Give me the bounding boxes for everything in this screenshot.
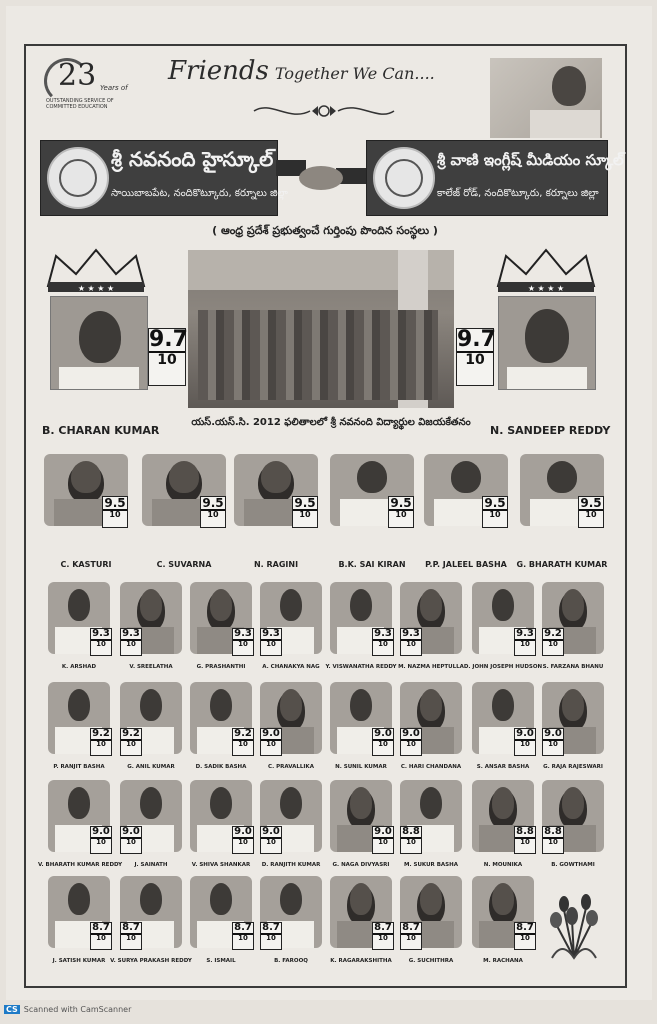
student-name: P. RANJIT BASHA xyxy=(53,764,105,770)
student-name: J. SATISH KUMAR xyxy=(52,958,106,964)
student-out-of: 10 xyxy=(406,740,416,748)
student-name: V. SREELATHA xyxy=(129,664,173,670)
student-gpa: 9.5 xyxy=(390,496,412,510)
student-score-badge xyxy=(232,628,254,656)
school1-name: శ్రీ నవనంది హైస్కూల్ xyxy=(111,147,274,171)
student-name: N. RAGINI xyxy=(253,560,299,569)
student-gpa: 9.0 xyxy=(374,826,392,837)
student-score-badge xyxy=(372,728,394,756)
student-out-of: 10 xyxy=(109,510,121,519)
student-score-badge xyxy=(514,628,536,656)
student-score-badge xyxy=(400,922,422,950)
student-out-of: 10 xyxy=(126,934,136,942)
student-score-badge xyxy=(372,628,394,656)
school1-seal-icon xyxy=(47,147,109,209)
student-name: B. GOWTHAMI xyxy=(551,862,595,868)
student-gpa: 9.3 xyxy=(402,628,420,639)
student-gpa: 9.3 xyxy=(374,628,392,639)
logo-tagline: OUTSTANDING SERVICE OF COMMITTED EDUCATION xyxy=(46,98,114,110)
student-name: S. ANSAR BASHA xyxy=(476,764,530,770)
student-name: P.P. JALEEL BASHA xyxy=(425,560,507,569)
student-out-of: 10 xyxy=(406,640,416,648)
student-out-of: 10 xyxy=(378,838,388,846)
student-score-badge xyxy=(514,826,536,854)
student-score-badge xyxy=(482,496,508,528)
student-out-of: 10 xyxy=(96,640,106,648)
student-gpa: 9.3 xyxy=(92,628,110,639)
student-name: S. ISMAIL xyxy=(206,958,236,964)
student-gpa: 9.5 xyxy=(104,496,126,510)
student-name: V. SHIVA SHANKAR xyxy=(191,862,251,868)
student-name: Y. VISWANATHA REDDY xyxy=(325,664,397,670)
student-out-of: 10 xyxy=(520,934,530,942)
topper1-out-of: 10 xyxy=(157,352,177,368)
student-gpa: 9.0 xyxy=(234,826,252,837)
student-out-of: 10 xyxy=(266,838,276,846)
ornament-icon xyxy=(250,100,398,122)
topper1-gpa: 9.7 xyxy=(149,327,188,352)
topper1-score-badge xyxy=(148,328,186,386)
headline-friends: Friends xyxy=(168,56,269,86)
headline xyxy=(168,56,435,86)
student-gpa: 9.0 xyxy=(402,728,420,739)
student-gpa: 9.5 xyxy=(202,496,224,510)
student-name: G. ANIL KUMAR xyxy=(127,764,175,770)
student-gpa: 9.3 xyxy=(262,628,280,639)
logo-years-number: 23 xyxy=(58,58,97,93)
student-score-badge xyxy=(400,628,422,656)
student-out-of: 10 xyxy=(96,838,106,846)
student-out-of: 10 xyxy=(378,740,388,748)
student-score-badge xyxy=(260,922,282,950)
student-gpa: 8.7 xyxy=(92,922,110,933)
student-score-badge xyxy=(120,826,142,854)
student-score-badge xyxy=(120,628,142,656)
student-score-badge xyxy=(102,496,128,528)
student-name: A. CHANAKYA NAG xyxy=(262,664,320,670)
student-name: M. RACHANA xyxy=(483,958,523,964)
student-score-badge xyxy=(260,728,282,756)
student-out-of: 10 xyxy=(266,934,276,942)
headline-together: Together We Can.... xyxy=(274,64,435,83)
student-name: K. ARSHAD xyxy=(61,664,97,670)
student-score-badge xyxy=(372,922,394,950)
student-score-badge xyxy=(260,628,282,656)
student-score-badge xyxy=(514,922,536,950)
student-gpa: 8.7 xyxy=(374,922,392,933)
school2-name: శ్రీ వాణి ఇంగ్లీష్ మీడియం స్కూల్ xyxy=(437,151,624,169)
student-out-of: 10 xyxy=(378,934,388,942)
student-gpa: 9.0 xyxy=(262,728,280,739)
student-illustration-photo xyxy=(490,58,602,138)
student-gpa: 9.5 xyxy=(484,496,506,510)
student-gpa: 9.5 xyxy=(580,496,602,510)
student-name: G. RAJA RAJESWARI xyxy=(543,764,603,770)
crown-icon xyxy=(492,246,600,294)
topper2-out-of: 10 xyxy=(465,352,485,368)
student-out-of: 10 xyxy=(548,740,558,748)
student-score-badge xyxy=(232,826,254,854)
student-gpa: 8.7 xyxy=(122,922,140,933)
student-out-of: 10 xyxy=(126,838,136,846)
student-gpa: 9.2 xyxy=(234,728,252,739)
student-out-of: 10 xyxy=(266,640,276,648)
student-out-of: 10 xyxy=(406,934,416,942)
student-out-of: 10 xyxy=(96,740,106,748)
student-score-badge xyxy=(200,496,226,528)
student-score-badge xyxy=(542,728,564,756)
student-score-badge xyxy=(372,826,394,854)
svg-text:★ ★ ★ ★: ★ ★ ★ ★ xyxy=(527,284,565,293)
student-out-of: 10 xyxy=(548,640,558,648)
student-out-of: 10 xyxy=(238,740,248,748)
student-out-of: 10 xyxy=(395,510,407,519)
student-score-badge xyxy=(292,496,318,528)
student-out-of: 10 xyxy=(96,934,106,942)
topper2-name: N. SANDEEP REDDY xyxy=(490,424,611,437)
student-gpa: 9.0 xyxy=(262,826,280,837)
student-out-of: 10 xyxy=(520,838,530,846)
student-score-badge xyxy=(400,728,422,756)
student-out-of: 10 xyxy=(585,510,597,519)
student-name: S. FARZANA BHANU xyxy=(542,664,604,670)
student-gpa: 9.0 xyxy=(374,728,392,739)
student-out-of: 10 xyxy=(238,934,248,942)
student-name: D. SADIK BASHA xyxy=(195,764,247,770)
student-score-badge xyxy=(542,826,564,854)
student-name: V. SURYA PRAKASH REDDY xyxy=(110,958,192,964)
student-score-badge xyxy=(90,826,112,854)
student-gpa: 9.0 xyxy=(544,728,562,739)
student-gpa: 9.2 xyxy=(544,628,562,639)
student-name: N. SUNIL KUMAR xyxy=(335,764,387,770)
student-score-badge xyxy=(120,922,142,950)
recognition-note: ( ఆంధ్ర ప్రదేశ్ ప్రభుత్వంచే గుర్తింపు పొందిన సంస్థలు ) xyxy=(212,224,438,237)
student-score-badge xyxy=(260,826,282,854)
student-name: C. SUVARNA xyxy=(156,560,212,569)
student-out-of: 10 xyxy=(489,510,501,519)
student-gpa: 9.0 xyxy=(516,728,534,739)
student-out-of: 10 xyxy=(299,510,311,519)
school1-address: సాయిబాబపేట, నందికొట్కూరు, కర్నూలు జిల్లా xyxy=(111,188,288,199)
student-name: G. NAGA DIVYASRI xyxy=(332,862,390,868)
student-score-badge xyxy=(120,728,142,756)
group-celebration-photo xyxy=(188,250,454,408)
student-gpa: 8.7 xyxy=(262,922,280,933)
school2-address: కాలేజ్ రోడ్, నందికొట్కూరు, కర్నూలు జిల్లా xyxy=(437,188,599,199)
topper2-score-badge xyxy=(456,328,494,386)
student-out-of: 10 xyxy=(207,510,219,519)
handshake-icon xyxy=(276,150,366,200)
scanner-badge: CS xyxy=(6,1005,18,1014)
student-score-badge xyxy=(400,826,422,854)
student-gpa: 9.3 xyxy=(516,628,534,639)
student-gpa: 8.8 xyxy=(516,826,534,837)
student-gpa: 9.3 xyxy=(234,628,252,639)
student-score-badge xyxy=(232,728,254,756)
student-score-badge xyxy=(388,496,414,528)
logo-years-word: Years of xyxy=(100,84,128,92)
topper1-name: B. CHARAN KUMAR xyxy=(42,424,160,437)
student-gpa: 9.2 xyxy=(92,728,110,739)
student-out-of: 10 xyxy=(520,640,530,648)
student-gpa: 9.0 xyxy=(92,826,110,837)
student-name: N. MOUNIKA xyxy=(483,862,523,868)
student-score-badge xyxy=(232,922,254,950)
student-name: M. NAZMA HEPTULLA xyxy=(398,664,464,670)
student-name: G. PRASHANTHI xyxy=(196,664,246,670)
student-gpa: 8.8 xyxy=(544,826,562,837)
results-caption: యస్.యస్.సి. 2012 ఫలితాలలో శ్రీ నవనంది విద్యార్థుల విజయకేతనం xyxy=(191,417,471,428)
student-name: V. BHARATH KUMAR REDDY xyxy=(38,862,123,868)
student-name: C. PRAVALLIKA xyxy=(268,764,314,770)
student-gpa: 9.0 xyxy=(122,826,140,837)
student-out-of: 10 xyxy=(238,640,248,648)
student-out-of: 10 xyxy=(378,640,388,648)
student-score-badge xyxy=(542,628,564,656)
student-score-badge xyxy=(514,728,536,756)
student-out-of: 10 xyxy=(520,740,530,748)
student-gpa: 9.3 xyxy=(122,628,140,639)
student-name: M. SUKUR BASHA xyxy=(404,862,458,868)
student-out-of: 10 xyxy=(406,838,416,846)
student-out-of: 10 xyxy=(548,838,558,846)
student-name: C. KASTURI xyxy=(60,560,112,569)
school2-banner xyxy=(366,140,624,216)
student-name: D. JOHN JOSEPH HUDSON xyxy=(463,664,543,670)
scanner-watermark xyxy=(4,1005,131,1014)
svg-text:★ ★ ★ ★: ★ ★ ★ ★ xyxy=(77,284,115,293)
student-gpa: 8.8 xyxy=(402,826,420,837)
student-out-of: 10 xyxy=(126,740,136,748)
school2-seal-icon xyxy=(373,147,435,209)
student-out-of: 10 xyxy=(126,640,136,648)
student-name: B. FAROOQ xyxy=(274,958,308,964)
topper2-gpa: 9.7 xyxy=(457,327,496,352)
scanner-text: Scanned with CamScanner xyxy=(23,1005,132,1014)
student-name: J. SAINATH xyxy=(134,862,168,868)
student-gpa: 8.7 xyxy=(234,922,252,933)
student-name: G. SUCHITHRA xyxy=(408,958,454,964)
student-name: C. HARI CHANDANA xyxy=(400,764,462,770)
student-name: G. BHARATH KUMAR xyxy=(516,560,608,569)
student-gpa: 9.2 xyxy=(122,728,140,739)
topper1-photo xyxy=(50,296,148,390)
student-gpa: 8.7 xyxy=(402,922,420,933)
student-name: B.K. SAI KIRAN xyxy=(338,560,406,569)
student-score-badge xyxy=(90,728,112,756)
crown-icon xyxy=(42,246,150,294)
school1-banner xyxy=(40,140,288,216)
student-score-badge xyxy=(578,496,604,528)
student-score-badge xyxy=(90,628,112,656)
topper2-photo xyxy=(498,296,596,390)
student-name: K. RAGARAKSHITHA xyxy=(330,958,392,964)
student-gpa: 9.5 xyxy=(294,496,316,510)
student-gpa: 8.7 xyxy=(516,922,534,933)
student-out-of: 10 xyxy=(238,838,248,846)
student-name: D. RANJITH KUMAR xyxy=(261,862,321,868)
flower-decoration-icon xyxy=(542,880,606,960)
student-out-of: 10 xyxy=(266,740,276,748)
anniversary-logo xyxy=(40,58,128,118)
student-score-badge xyxy=(90,922,112,950)
